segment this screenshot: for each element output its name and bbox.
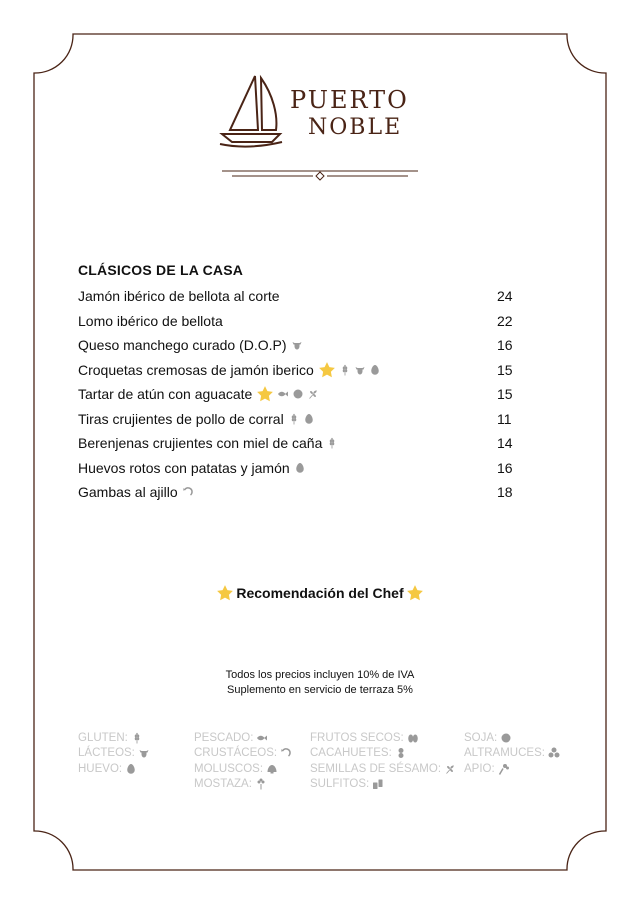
price-notes — [0, 668, 640, 698]
allergen-label: PESCADO: — [194, 731, 254, 744]
sulphite-icon — [372, 778, 384, 790]
menu-item-name — [78, 484, 194, 500]
menu-item-name — [78, 385, 319, 403]
allergen-icons — [294, 462, 306, 474]
note-iva: Todos los precios incluyen 10% de IVA — [225, 669, 415, 681]
menu-item — [78, 358, 523, 383]
menu-item-name — [78, 460, 306, 476]
gluten-icon — [131, 732, 143, 744]
menu-item-price: 24 — [497, 288, 513, 305]
celery-icon — [498, 763, 510, 775]
menu-item-price: 14 — [497, 435, 513, 452]
allergen-column-1 — [78, 730, 150, 777]
star-icon — [256, 385, 274, 403]
menu-item-name — [78, 337, 303, 353]
brand-line1: PUERTO — [290, 86, 409, 114]
sesame-icon — [444, 763, 456, 775]
egg-icon — [369, 364, 381, 376]
brand-line2: NOBLE — [308, 115, 403, 140]
allergen-label: CACAHUETES: — [310, 747, 392, 760]
allergen-icons — [326, 437, 338, 449]
lupin-icon — [548, 747, 560, 759]
allergen-legend-item — [78, 746, 150, 762]
allergen-icons — [288, 413, 315, 425]
allergen-label: ALTRAMUCES: — [464, 747, 545, 760]
allergen-column-4 — [464, 730, 560, 777]
menu-item-label: Croquetas cremosas de jamón iberico — [78, 361, 314, 378]
allergen-legend-item — [310, 746, 456, 762]
menu-item-label: Berenjenas crujientes con miel de caña — [78, 435, 323, 452]
allergen-label: CRUSTÁCEOS: — [194, 747, 278, 760]
allergen-legend-item — [310, 777, 456, 793]
crustacean-icon — [280, 747, 292, 759]
egg-icon — [303, 413, 315, 425]
section-title: CLÁSICOS DE LA CASA — [78, 262, 244, 278]
menu-list — [78, 284, 523, 505]
gluten-icon — [326, 437, 338, 449]
gluten-icon — [339, 364, 351, 376]
menu-item-name — [78, 435, 338, 451]
menu-item-label: Jamón ibérico de bellota al corte — [78, 288, 280, 305]
menu-item — [78, 382, 523, 407]
menu-item-label: Huevos rotos con patatas y jamón — [78, 459, 290, 476]
menu-item-name — [78, 411, 315, 427]
milk-icon — [291, 339, 303, 351]
fish-icon — [256, 732, 268, 744]
menu-item — [78, 480, 523, 505]
allergen-label: APIO: — [464, 762, 495, 775]
menu-item-price: 15 — [497, 361, 513, 378]
allergen-column-3 — [310, 730, 456, 792]
gluten-icon — [288, 413, 300, 425]
soy-icon — [500, 732, 512, 744]
brand-name — [290, 88, 420, 139]
egg-icon — [125, 763, 137, 775]
fish-icon — [277, 388, 289, 400]
menu-item-price: 22 — [497, 312, 513, 329]
allergen-label: SULFITOS: — [310, 778, 370, 791]
menu-item — [78, 407, 523, 432]
menu-item — [78, 309, 523, 334]
allergen-label: SEMILLAS DE SÉSAMO: — [310, 762, 442, 775]
milk-icon — [138, 747, 150, 759]
menu-item-label: Tartar de atún con aguacate — [78, 386, 253, 403]
menu-item-name — [78, 313, 223, 329]
sesame-icon — [307, 388, 319, 400]
allergen-legend-item — [464, 746, 560, 762]
menu-item-price: 16 — [497, 337, 513, 354]
menu-item-price: 15 — [497, 386, 513, 403]
allergen-legend-item — [464, 730, 560, 746]
menu-item — [78, 284, 523, 309]
menu-item-label: Tiras crujientes de pollo de corral — [78, 410, 284, 427]
allergen-legend-item — [464, 761, 560, 777]
allergen-label: MOSTAZA: — [194, 778, 252, 791]
chef-recommendation-label: Recomendación del Chef — [236, 585, 404, 601]
allergen-label: MOLUSCOS: — [194, 762, 264, 775]
allergen-icons — [182, 486, 194, 498]
allergen-legend-item — [78, 730, 150, 746]
menu-item-price: 18 — [497, 484, 513, 501]
allergen-legend-item — [310, 761, 456, 777]
allergen-legend-item — [310, 730, 456, 746]
allergen-label: GLUTEN: — [78, 731, 128, 744]
menu-item-price: 16 — [497, 459, 513, 476]
allergen-label: FRUTOS SECOS: — [310, 731, 404, 744]
allergen-label: SOJA: — [464, 731, 498, 744]
allergen-label: LÁCTEOS: — [78, 747, 135, 760]
egg-icon — [294, 462, 306, 474]
star-icon — [406, 584, 424, 602]
menu-item-name — [78, 361, 381, 379]
menu-item-price: 11 — [497, 410, 512, 427]
menu-item-label: Gambas al ajillo — [78, 484, 178, 501]
allergen-icons — [318, 361, 381, 379]
star-icon — [216, 584, 234, 602]
allergen-legend-item — [194, 746, 292, 762]
allergen-legend-item — [78, 761, 150, 777]
menu-item — [78, 456, 523, 481]
mollusc-icon — [266, 763, 278, 775]
menu-item — [78, 333, 523, 358]
crustacean-icon — [182, 486, 194, 498]
allergen-icons — [291, 339, 303, 351]
ornament-divider — [220, 168, 420, 182]
allergen-column-2 — [194, 730, 292, 792]
nuts-icon — [407, 732, 419, 744]
chef-recommendation — [0, 584, 640, 602]
mustard-icon — [255, 778, 267, 790]
note-terrace: Suplemento en servicio de terraza 5% — [227, 684, 413, 696]
allergen-icons — [256, 385, 319, 403]
star-icon — [318, 361, 336, 379]
allergen-legend-item — [194, 730, 292, 746]
allergen-legend-item — [194, 761, 292, 777]
menu-item-label: Lomo ibérico de bellota — [78, 312, 223, 329]
soy-icon — [292, 388, 304, 400]
allergen-legend-item — [194, 777, 292, 793]
allergen-label: HUEVO: — [78, 762, 123, 775]
menu-item-label: Queso manchego curado (D.O.P) — [78, 337, 287, 354]
menu-item-name — [78, 288, 280, 304]
milk-icon — [354, 364, 366, 376]
peanut-icon — [395, 747, 407, 759]
menu-item — [78, 431, 523, 456]
